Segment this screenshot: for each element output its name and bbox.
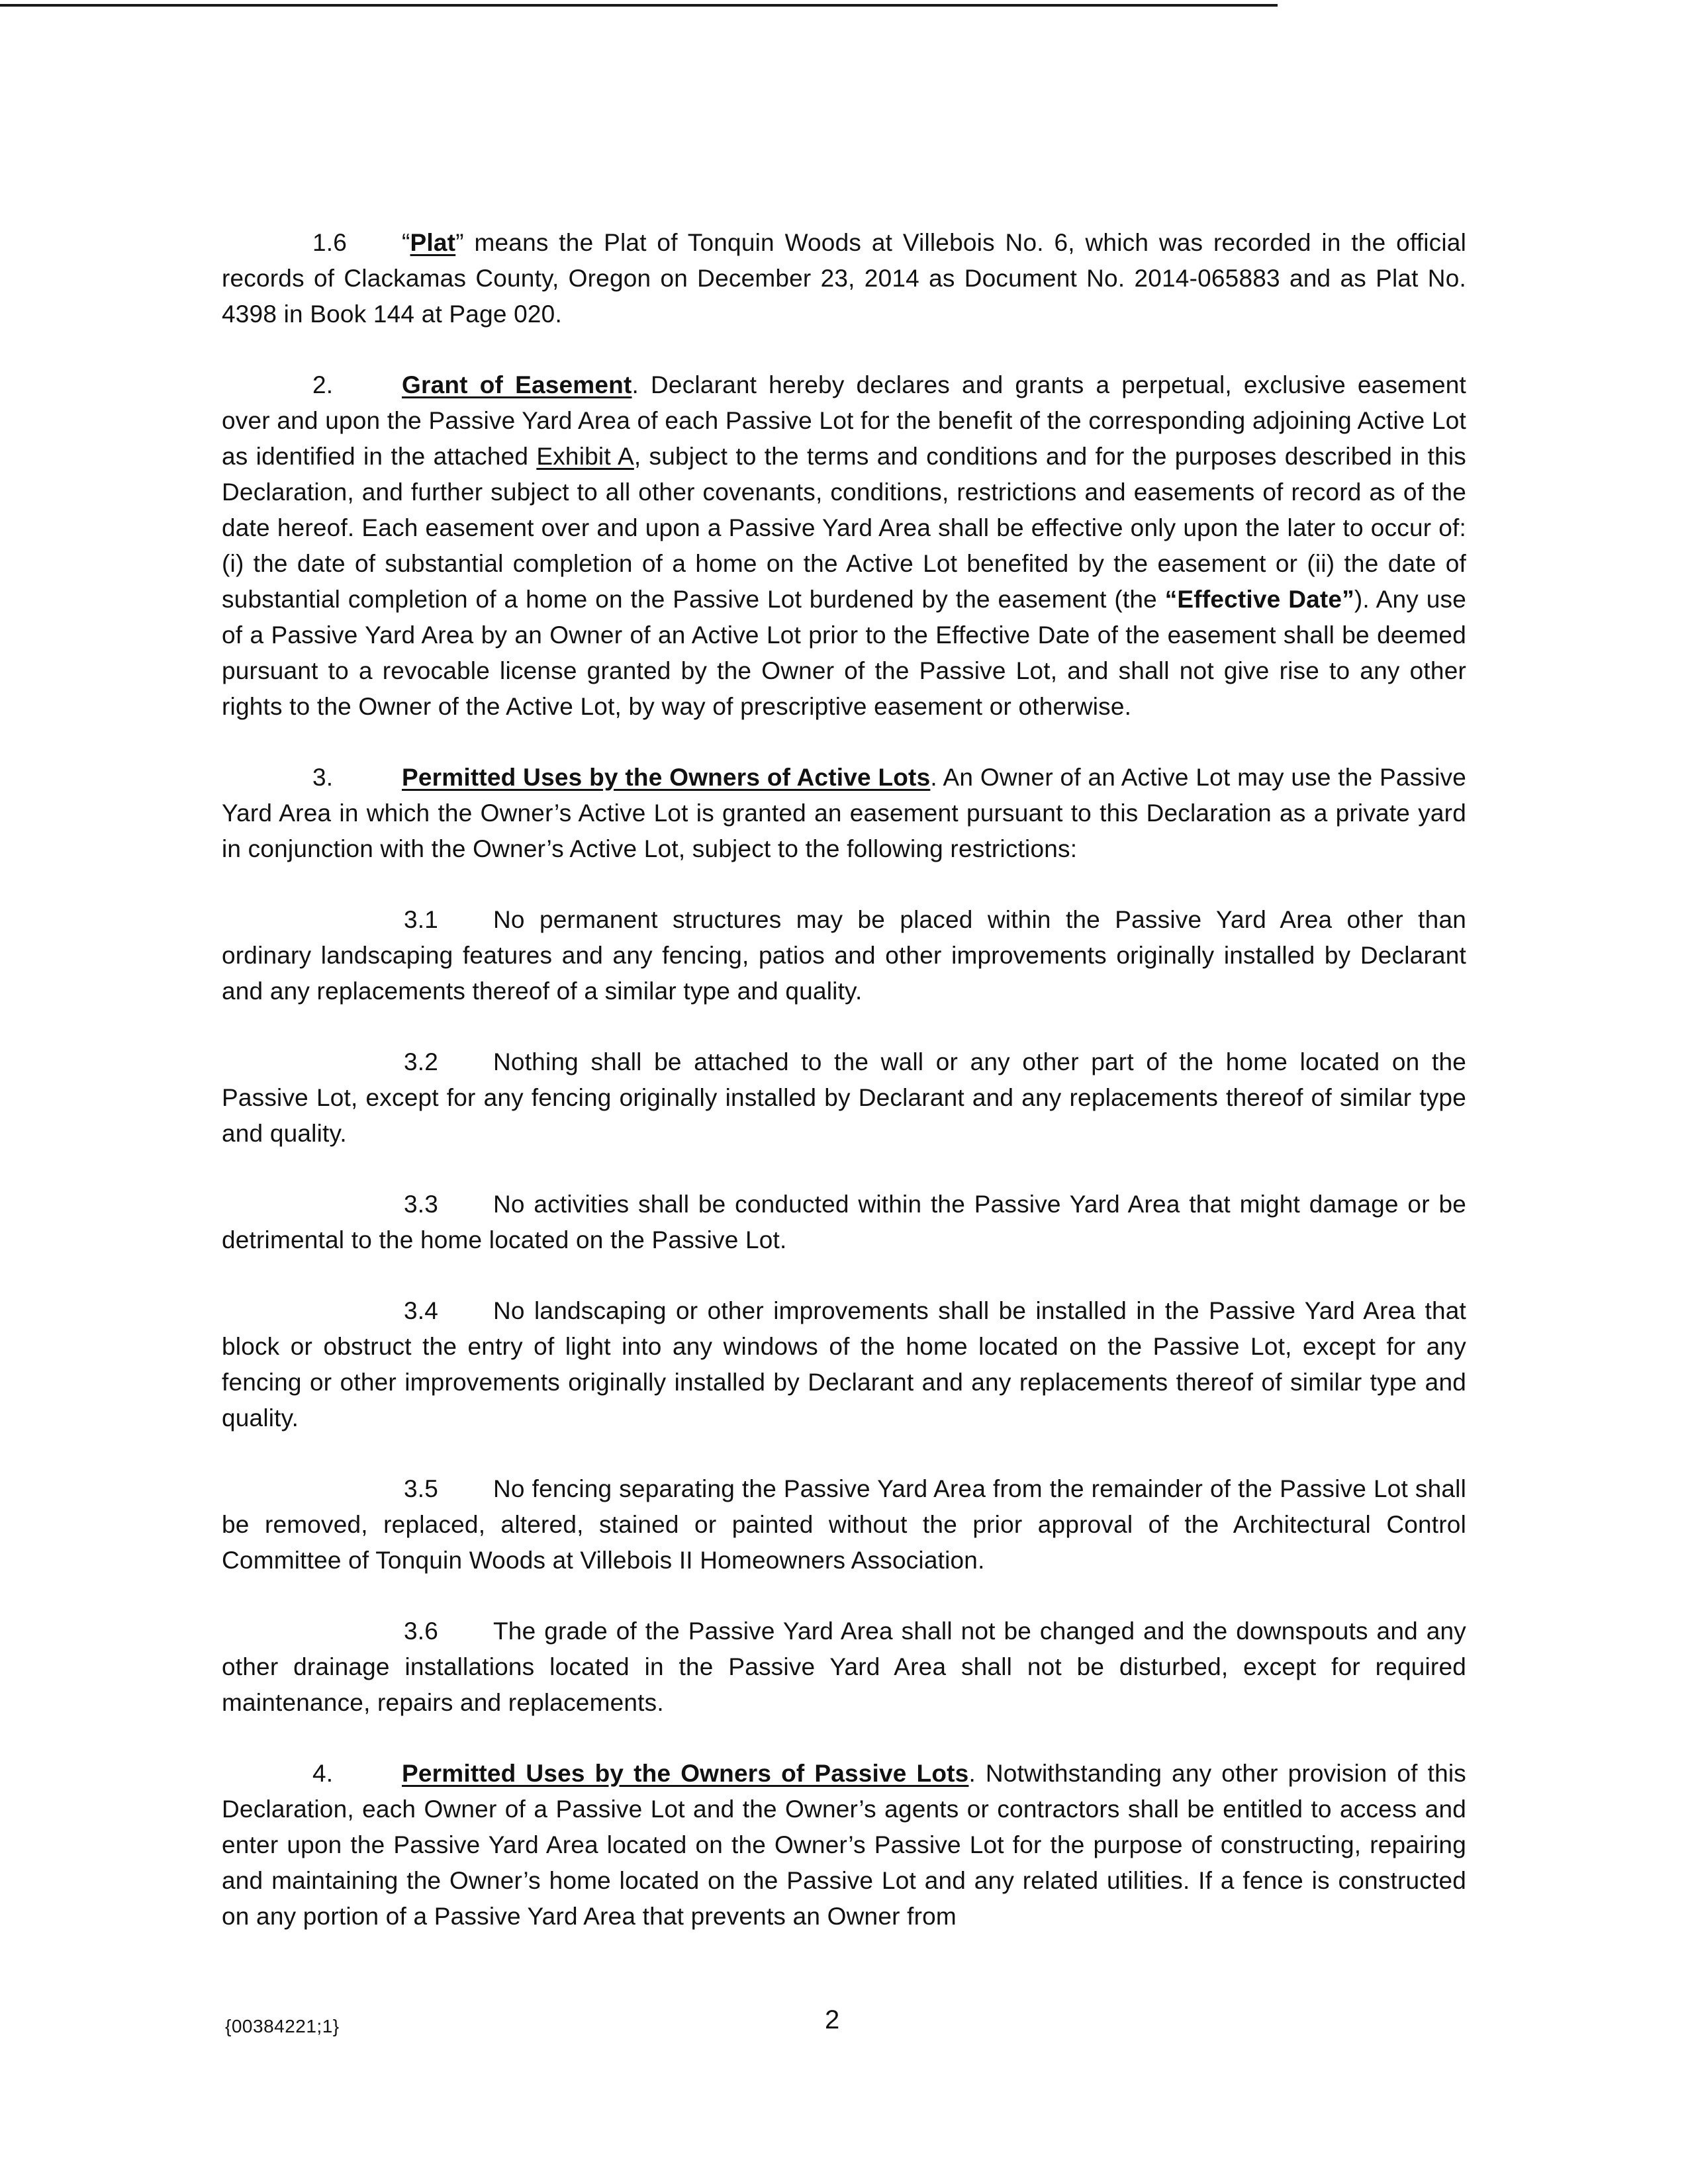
section-heading: Permitted Uses by the Owners of Passive Lots: [402, 1760, 969, 1787]
section-number: 2.: [312, 371, 334, 398]
paragraph-text: No fencing separating the Passive Yard Area from the remainder of the Passive Lot shall be removed, replaced, altered, stained or painted without the prior approval of the Architectural Control Committee of Tonquin Woods at Villebois II Homeowners Association.: [222, 1475, 1466, 1574]
paragraph-text: . Notwithstanding any other provision of this Declaration, each Owner of a Passive Lot and the Owner’s agents or contractors shall be entitled to access and enter upon the Passive Yard Area located on the Owner’s Passive Lot for the purpose of constructing, repairing and maintaining the Owner’s home located on the Passive Lot and any related utilities. If a fence is constructed on any portion of a Passive Yard Area that prevents an Owner from: [222, 1760, 1466, 1930]
paragraph-text: . An Owner of an Active Lot may use the Passive Yard Area in which the Owner’s Active Lot is granted an easement pursuant to this Declaration as a private yard in conjunction with the Owner’s Active Lot, subject to the following restrictions:: [222, 764, 1467, 862]
top-border-line: [0, 4, 1278, 7]
paragraph-3-6: [222, 1614, 1466, 1721]
paragraph-3-2: [222, 1044, 1466, 1152]
paragraph-3: [222, 760, 1466, 867]
section-number: 1.6: [312, 229, 348, 256]
section-number: 4.: [312, 1760, 334, 1787]
paragraph-text: The grade of the Passive Yard Area shall not be changed and the downspouts and any other drainage installations located in the Passive Yard Area shall not be disturbed, except for required maintenance, repairs and replacements.: [222, 1617, 1466, 1716]
paragraph-text: No permanent structures may be placed within the Passive Yard Area other than ordinary landscaping features and any fencing, patios and other improvements originally installed by Declarant and any replacements thereof of a similar type and quality.: [222, 906, 1466, 1005]
paragraph-text: ” means the Plat of Tonquin Woods at Villebois No. 6, which was recorded in the official records of Clackamas County, Oregon on December 23, 2014 as Document No. 2014-065883 and as Plat No. 4398 in Book 144 at Page 020.: [222, 229, 1466, 328]
document-body: [222, 225, 1466, 1970]
paragraph-text: , subject to the terms and conditions and for the purposes described in this Declaration, and further subject to all other covenants, conditions, restrictions and easements of record as of the date hereof. Each easement over and upon a Passive Yard Area shall be effective only upon the later to occur of: (i) the date of substantial completion of a home on the Active Lot benefited by the easement or (ii) the date of substantial completion of a home on the Passive Lot burdened by the easement (the: [222, 443, 1466, 613]
section-heading: Permitted Uses by the Owners of Active Lots: [402, 764, 931, 791]
subsection-number: 3.1: [404, 906, 439, 933]
subsection-number: 3.3: [404, 1191, 439, 1218]
paragraph-4: [222, 1756, 1466, 1934]
page-number: 2: [825, 2005, 840, 2034]
paragraph-text: No landscaping or other improvements shall be installed in the Passive Yard Area that block or obstruct the entry of light into any windows of the home located on the Passive Lot, except for any fencing or other improvements originally installed by Declarant and any replacements thereof of similar type and quality.: [222, 1297, 1466, 1432]
paragraph-1-6: [222, 225, 1466, 332]
subsection-number: 3.2: [404, 1048, 439, 1075]
paragraph-text: ). Any use of a Passive Yard Area by an Owner of an Active Lot prior to the Effective Date of the easement shall be deemed pursuant to a revocable license granted by the Owner of the Passive Lot, and shall not give rise to any other rights to the Owner of the Active Lot, by way of prescriptive easement or otherwise.: [222, 586, 1466, 720]
quote-open: “: [402, 229, 410, 256]
paragraph-3-1: [222, 902, 1466, 1009]
subsection-number: 3.6: [404, 1617, 439, 1645]
defined-term-effective-date: “Effective Date”: [1164, 586, 1354, 613]
subsection-number: 3.4: [404, 1297, 439, 1324]
exhibit-reference: Exhibit A: [536, 443, 634, 470]
subsection-number: 3.5: [404, 1475, 439, 1502]
section-number: 3.: [312, 764, 334, 791]
paragraph-3-4: [222, 1293, 1466, 1436]
paragraph-2: [222, 367, 1466, 725]
paragraph-3-5: [222, 1471, 1466, 1578]
defined-term-plat: Plat: [410, 229, 456, 256]
document-code: {00384221;1}: [225, 2016, 340, 2036]
paragraph-3-3: [222, 1187, 1466, 1258]
section-heading: Grant of Easement: [402, 371, 632, 398]
paragraph-text: No activities shall be conducted within the Passive Yard Area that might damage or be detrimental to the home located on the Passive Lot.: [222, 1191, 1466, 1253]
paragraph-text: . Declarant hereby declares and grants a perpetual, exclusive easement over and upon the Passive Yard Area of each Passive Lot for the benefit of the corresponding adjoining Active Lot as identified in the attached: [222, 371, 1466, 470]
paragraph-text: Nothing shall be attached to the wall or any other part of the home located on the Passive Lot, except for any fencing originally installed by Declarant and any replacements thereof of similar type and quality.: [222, 1048, 1466, 1147]
